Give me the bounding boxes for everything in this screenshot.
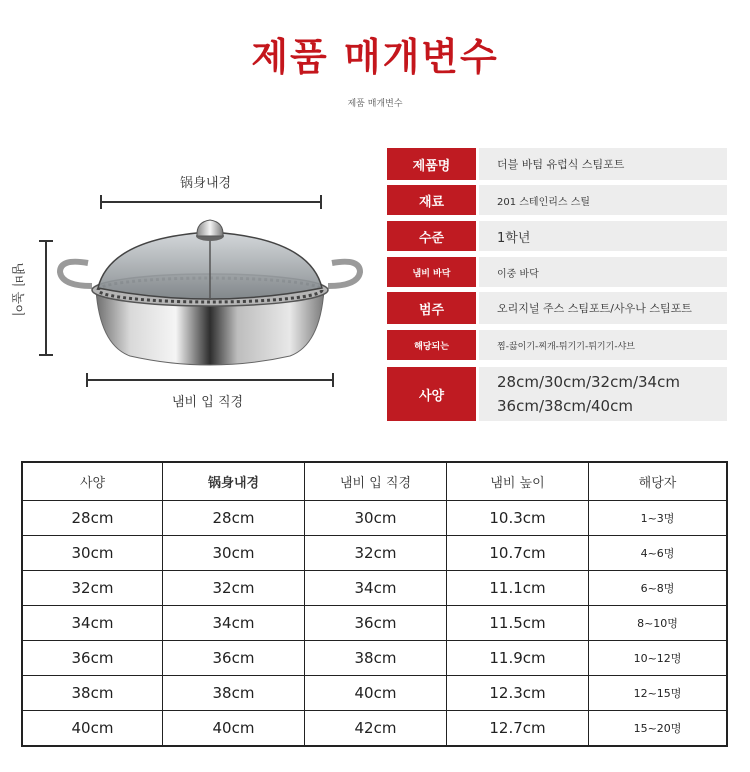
spec-key: 사양 bbox=[387, 367, 476, 421]
spec-value-line: 28cm/30cm/32cm/34cm bbox=[497, 373, 680, 391]
table-cell: 30cm bbox=[22, 536, 163, 571]
spec-value: 더블 바텀 유럽식 스팀포트 bbox=[479, 148, 727, 180]
spec-key: 범주 bbox=[387, 292, 476, 324]
table-cell: 11.9cm bbox=[447, 641, 589, 676]
page-title: 제품 매개변수 bbox=[251, 35, 499, 79]
table-cell: 6~8명 bbox=[589, 571, 728, 606]
table-header: 냄비 입 직경 bbox=[305, 462, 447, 501]
table-cell: 4~6명 bbox=[589, 536, 728, 571]
table-row bbox=[22, 711, 727, 747]
table-cell: 28cm bbox=[163, 501, 305, 536]
table-row bbox=[22, 536, 727, 571]
spec-row bbox=[387, 148, 727, 180]
table-cell: 36cm bbox=[305, 606, 447, 641]
table-cell: 38cm bbox=[163, 676, 305, 711]
product-image-area bbox=[0, 140, 380, 430]
right-handle bbox=[328, 262, 360, 286]
table-row bbox=[22, 676, 727, 711]
spec-value: 오리지널 주스 스팀포트/사우나 스팀포트 bbox=[479, 292, 727, 324]
spec-key: 냄비 바닥 bbox=[387, 257, 476, 287]
table-cell: 40cm bbox=[163, 711, 305, 747]
spec-row bbox=[387, 367, 727, 421]
table-cell: 1~3명 bbox=[589, 501, 728, 536]
table-cell: 11.5cm bbox=[447, 606, 589, 641]
spec-row bbox=[387, 185, 727, 215]
spec-key: 수준 bbox=[387, 221, 476, 251]
table-header: 해당자 bbox=[589, 462, 728, 501]
table-cell: 12.3cm bbox=[447, 676, 589, 711]
spec-key: 해당되는 bbox=[387, 330, 476, 360]
hot-pot-illustration bbox=[0, 140, 380, 430]
table-cell: 32cm bbox=[22, 571, 163, 606]
table-cell: 32cm bbox=[163, 571, 305, 606]
page-subtitle: 제품 매개변수 bbox=[347, 99, 403, 109]
table-cell: 10~12명 bbox=[589, 641, 728, 676]
spec-key: 제품명 bbox=[387, 148, 476, 180]
spec-value: 찜-끓이기-찌개-튀기기-튀기기-샤브 bbox=[479, 330, 727, 360]
table-cell: 42cm bbox=[305, 711, 447, 747]
table-header: 사양 bbox=[22, 462, 163, 501]
spec-row bbox=[387, 330, 727, 360]
table-cell: 34cm bbox=[163, 606, 305, 641]
table-header-row bbox=[22, 462, 727, 501]
table-cell: 28cm bbox=[22, 501, 163, 536]
inner-diameter-label: 锅身내경 bbox=[180, 176, 232, 191]
table-cell: 40cm bbox=[305, 676, 447, 711]
spec-value bbox=[479, 367, 727, 421]
table-cell: 38cm bbox=[22, 676, 163, 711]
mouth-diameter-label: 냄비 입 직경 bbox=[172, 395, 244, 410]
spec-key: 재료 bbox=[387, 185, 476, 215]
table-header: 锅身내경 bbox=[163, 462, 305, 501]
table-cell: 40cm bbox=[22, 711, 163, 747]
spec-value-line: 36cm/38cm/40cm bbox=[497, 397, 633, 415]
table-cell: 10.7cm bbox=[447, 536, 589, 571]
table-row bbox=[22, 606, 727, 641]
size-table bbox=[21, 461, 728, 747]
spec-row bbox=[387, 221, 727, 251]
table-cell: 11.1cm bbox=[447, 571, 589, 606]
table-cell: 30cm bbox=[163, 536, 305, 571]
table-cell: 15~20명 bbox=[589, 711, 728, 747]
table-cell: 34cm bbox=[305, 571, 447, 606]
table-row bbox=[22, 641, 727, 676]
table-row bbox=[22, 571, 727, 606]
table-cell: 30cm bbox=[305, 501, 447, 536]
table-cell: 12~15명 bbox=[589, 676, 728, 711]
table-header: 냄비 높이 bbox=[447, 462, 589, 501]
table-cell: 38cm bbox=[305, 641, 447, 676]
table-cell: 8~10명 bbox=[589, 606, 728, 641]
spec-row bbox=[387, 257, 727, 287]
spec-row bbox=[387, 292, 727, 324]
spec-value: 이중 바닥 bbox=[479, 257, 727, 287]
table-cell: 36cm bbox=[163, 641, 305, 676]
table-row bbox=[22, 501, 727, 536]
spec-value: 1학년 bbox=[479, 221, 727, 251]
table-cell: 36cm bbox=[22, 641, 163, 676]
height-label: 냄비 높이 bbox=[9, 262, 25, 317]
table-cell: 32cm bbox=[305, 536, 447, 571]
table-cell: 12.7cm bbox=[447, 711, 589, 747]
lid-knob bbox=[197, 220, 223, 236]
left-handle bbox=[60, 262, 92, 286]
table-cell: 10.3cm bbox=[447, 501, 589, 536]
spec-value: 201 스테인리스 스틸 bbox=[479, 185, 727, 215]
table-cell: 34cm bbox=[22, 606, 163, 641]
